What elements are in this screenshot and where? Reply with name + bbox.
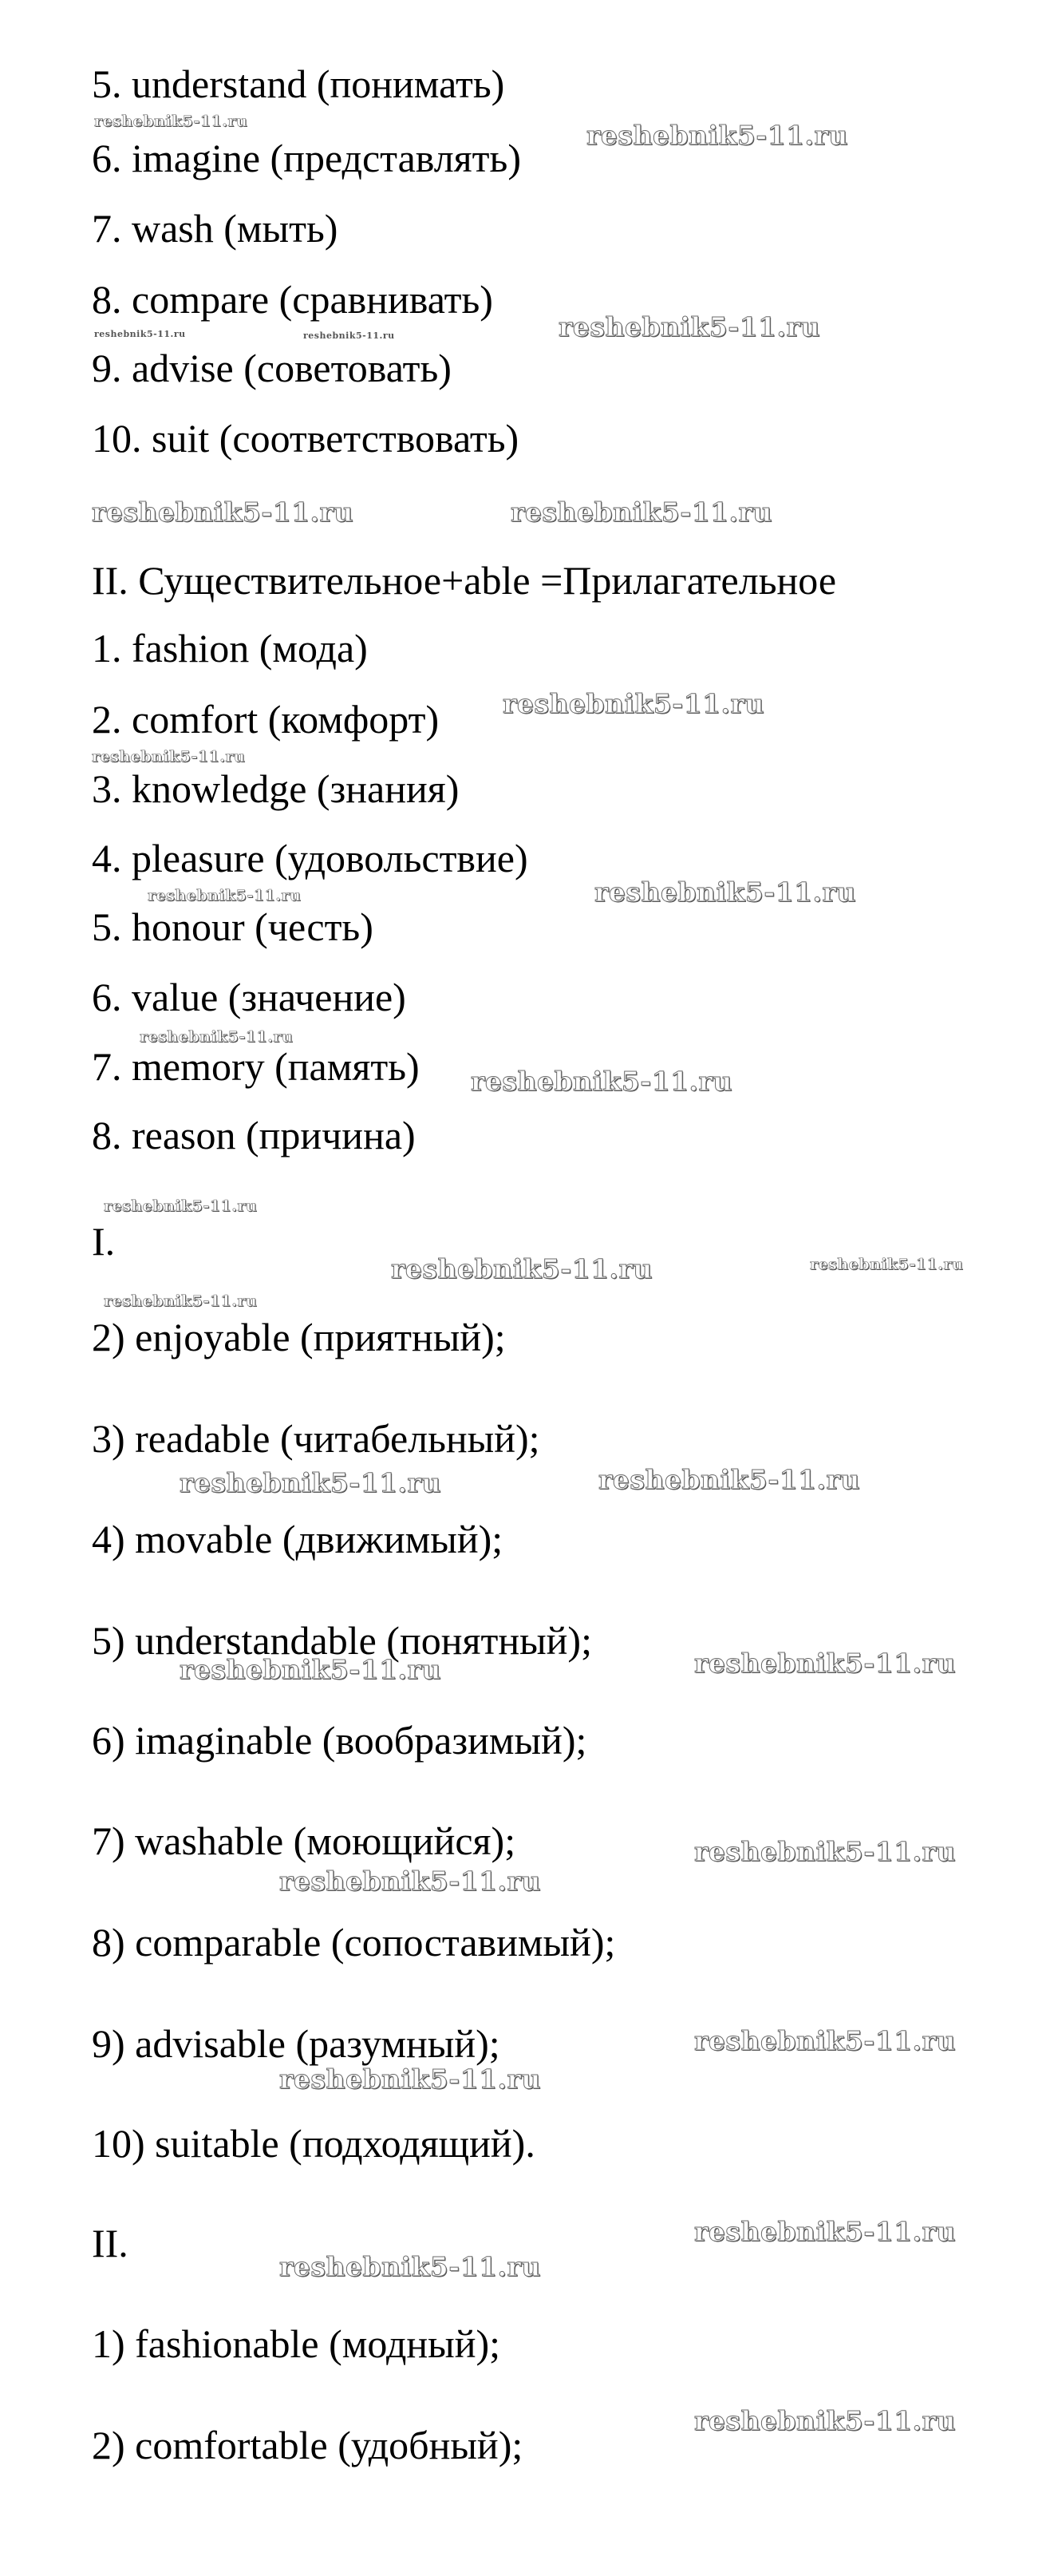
noun-honour: 5. honour (честь) <box>92 904 373 949</box>
watermark: reshebnik5-11.ru <box>92 748 246 766</box>
noun-reason: 8. reason (причина) <box>92 1113 416 1157</box>
watermark: reshebnik5-11.ru <box>180 1654 441 1685</box>
watermark: reshebnik5-11.ru <box>598 1464 860 1495</box>
noun-memory: 7. memory (память) <box>92 1044 420 1089</box>
watermark: reshebnik5-11.ru <box>810 1256 964 1273</box>
watermark: reshebnik5-11.ru <box>559 311 820 342</box>
watermark: reshebnik5-11.ru <box>94 113 248 130</box>
watermark: reshebnik5-11.ru <box>694 2405 956 2436</box>
watermark: reshebnik5-11.ru <box>279 2064 541 2095</box>
answer-comfortable: 2) comfortable (удобный); <box>92 2423 523 2467</box>
watermark: reshebnik5-11.ru <box>594 876 856 908</box>
watermark: reshebnik5-11.ru <box>471 1066 732 1097</box>
watermark: reshebnik5-11.ru <box>279 1866 541 1897</box>
watermark: reshebnik5-11.ru <box>180 1467 441 1498</box>
watermark: reshebnik5-11.ru <box>503 688 764 719</box>
verb-understand: 5. understand (понимать) <box>92 61 505 106</box>
noun-fashion: 1. fashion (мода) <box>92 626 368 671</box>
verb-compare: 8. compare (сравнивать) <box>92 277 493 322</box>
answer-fashionable: 1) fashionable (модный); <box>92 2321 501 2366</box>
verb-suit: 10. suit (соответствовать) <box>92 416 519 461</box>
answer-suitable: 10) suitable (подходящий). <box>92 2121 535 2166</box>
verb-imagine: 6. imagine (представлять) <box>92 136 521 180</box>
answer-enjoyable: 2) enjoyable (приятный); <box>92 1315 506 1359</box>
answer-imaginable: 6) imaginable (вообразимый); <box>92 1718 587 1763</box>
verb-advise: 9. advise (советовать) <box>92 346 452 390</box>
watermark: reshebnik5-11.ru <box>694 2216 956 2247</box>
watermark: reshebnik5-11.ru <box>303 330 395 341</box>
watermark: reshebnik5-11.ru <box>511 497 772 528</box>
watermark: reshebnik5-11.ru <box>279 2251 541 2282</box>
answer-understandable: 5) understandable (понятный); <box>92 1618 592 1663</box>
noun-value: 6. value (значение) <box>92 975 406 1019</box>
noun-comfort: 2. comfort (комфорт) <box>92 697 440 742</box>
answer-advisable: 9) advisable (разумный); <box>92 2021 500 2066</box>
answer-comparable: 8) comparable (сопоставимый); <box>92 1920 616 1965</box>
watermark: reshebnik5-11.ru <box>148 887 302 904</box>
watermark: reshebnik5-11.ru <box>140 1028 294 1046</box>
watermark: reshebnik5-11.ru <box>104 1292 258 1310</box>
watermark: reshebnik5-11.ru <box>694 1836 956 1867</box>
verb-wash: 7. wash (мыть) <box>92 206 338 251</box>
section-heading-noun-able: II. Существительное+able =Прилагательное <box>92 558 837 603</box>
watermark: reshebnik5-11.ru <box>586 120 848 151</box>
watermark: reshebnik5-11.ru <box>694 1648 956 1679</box>
answer-section-two-heading: II. <box>92 2221 128 2265</box>
answer-movable: 4) movable (движимый); <box>92 1517 503 1561</box>
watermark: reshebnik5-11.ru <box>104 1197 258 1215</box>
watermark: reshebnik5-11.ru <box>391 1253 653 1284</box>
noun-pleasure: 4. pleasure (удовольствие) <box>92 836 528 880</box>
answer-section-one-heading: I. <box>92 1219 116 1264</box>
watermark: reshebnik5-11.ru <box>94 329 186 339</box>
answer-readable: 3) readable (читабельный); <box>92 1416 540 1461</box>
answer-washable: 7) washable (моющийся); <box>92 1818 516 1863</box>
noun-knowledge: 3. knowledge (знания) <box>92 766 460 811</box>
watermark: reshebnik5-11.ru <box>694 2025 956 2056</box>
watermark: reshebnik5-11.ru <box>92 497 353 528</box>
